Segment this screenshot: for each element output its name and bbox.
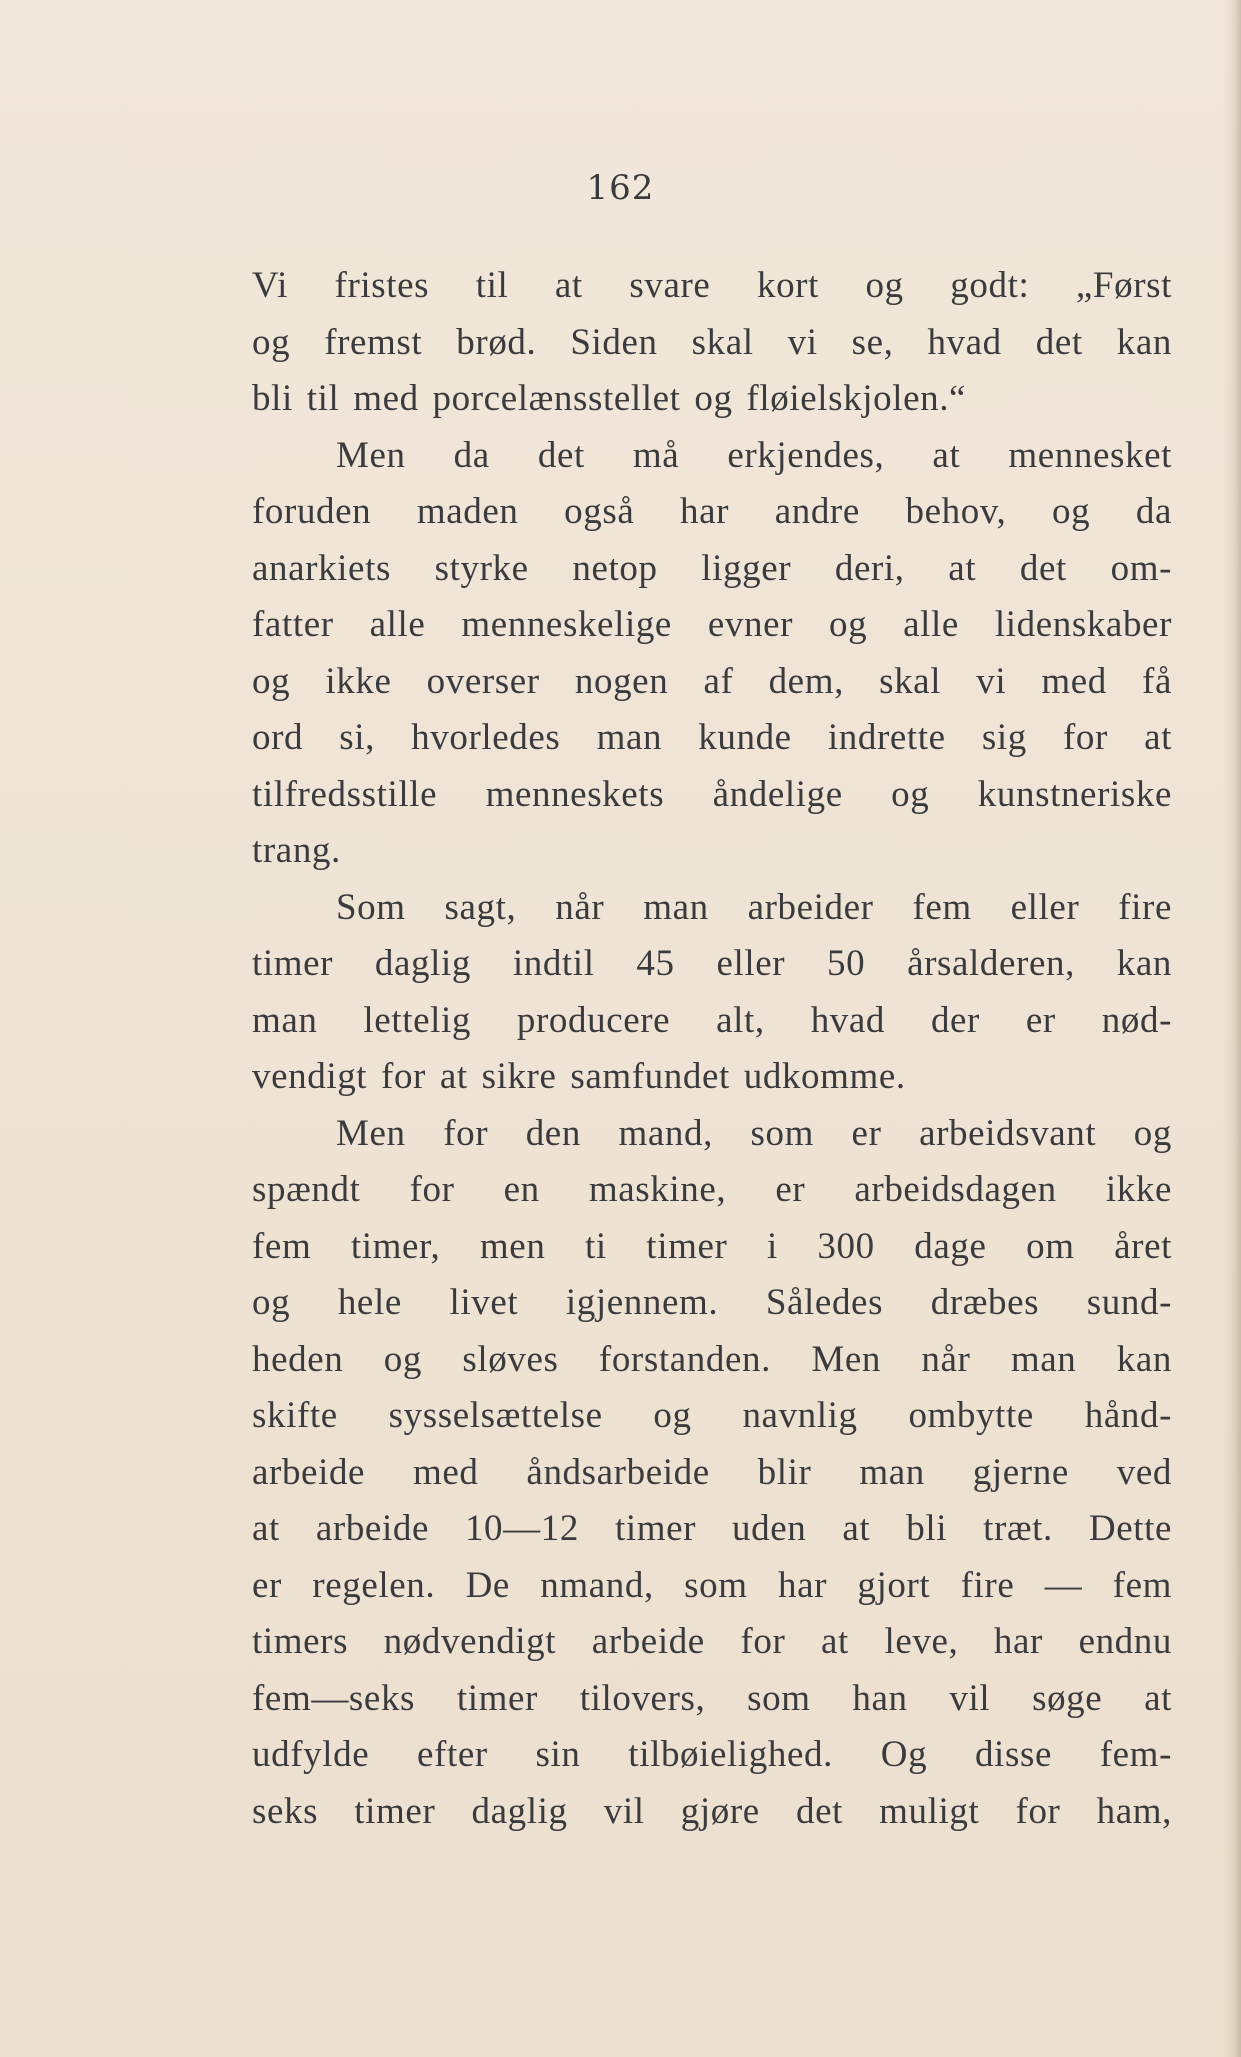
text-line: er regelen. De nmand, som har gjort fire — fem [252, 1564, 1172, 1606]
text-line: spændt for en maskine, er arbeidsdagen ikke [252, 1169, 1172, 1210]
text-line: at arbeide 10—12 timer uden at bli træt. Dette [252, 1508, 1172, 1549]
text-line: Men da det må erkjendes, at mennesket [336, 434, 1172, 476]
text-line: seks timer daglig vil gjøre det muligt for ham, [252, 1790, 1172, 1832]
text-line: udfylde efter sin tilbøielighed. Og disse fem- [252, 1734, 1172, 1775]
text-line: og ikke overser nogen af dem, skal vi med få [252, 660, 1172, 702]
text-line: skifte sysselsættelse og navnlig ombytte hånd- [252, 1395, 1172, 1436]
text-line: vendigt for at sikre samfundet udkomme. [252, 1056, 906, 1097]
text-line: arbeide med åndsarbeide blir man gjerne ved [252, 1451, 1172, 1493]
text-line: timers nødvendigt arbeide for at leve, har endnu [252, 1621, 1172, 1662]
page-number: 162 [586, 168, 655, 208]
text-line: ord si, hvorledes man kunde indrette sig for at [252, 717, 1172, 758]
text-line: og fremst brød. Siden skal vi se, hvad det kan [252, 321, 1172, 363]
text-line: fem timer, men ti timer i 300 dage om året [252, 1225, 1172, 1267]
text-line: anarkiets styrke netop ligger deri, at det om- [252, 547, 1172, 589]
text-line: fem—seks timer tilovers, som han vil søge at [252, 1677, 1172, 1719]
text-line: tilfredsstille menneskets åndelige og kunstneriske [252, 773, 1172, 815]
text-line: foruden maden også har andre behov, og da [252, 491, 1172, 532]
body-text [252, 258, 1172, 1840]
text-line: heden og sløves forstanden. Men når man kan [252, 1338, 1172, 1380]
text-line: man lettelig producere alt, hvad der er nød- [252, 999, 1172, 1041]
text-line: Vi fristes til at svare kort og godt: „Først [252, 265, 1172, 306]
page-edge-shadow [1223, 0, 1241, 2057]
text-line: og hele livet igjennem. Således dræbes sund- [252, 1282, 1172, 1323]
text-line: Men for den mand, som er arbeidsvant og [336, 1112, 1172, 1154]
text-line: Som sagt, når man arbeider fem eller fire [336, 886, 1172, 928]
text-line: fatter alle menneskelige evner og alle lidenskaber [252, 604, 1172, 645]
text-line: trang. [252, 830, 341, 871]
text-line: bli til med porcelænsstellet og fløielskjolen.“ [252, 378, 967, 419]
text-line: timer daglig indtil 45 eller 50 årsalderen, kan [252, 943, 1172, 984]
